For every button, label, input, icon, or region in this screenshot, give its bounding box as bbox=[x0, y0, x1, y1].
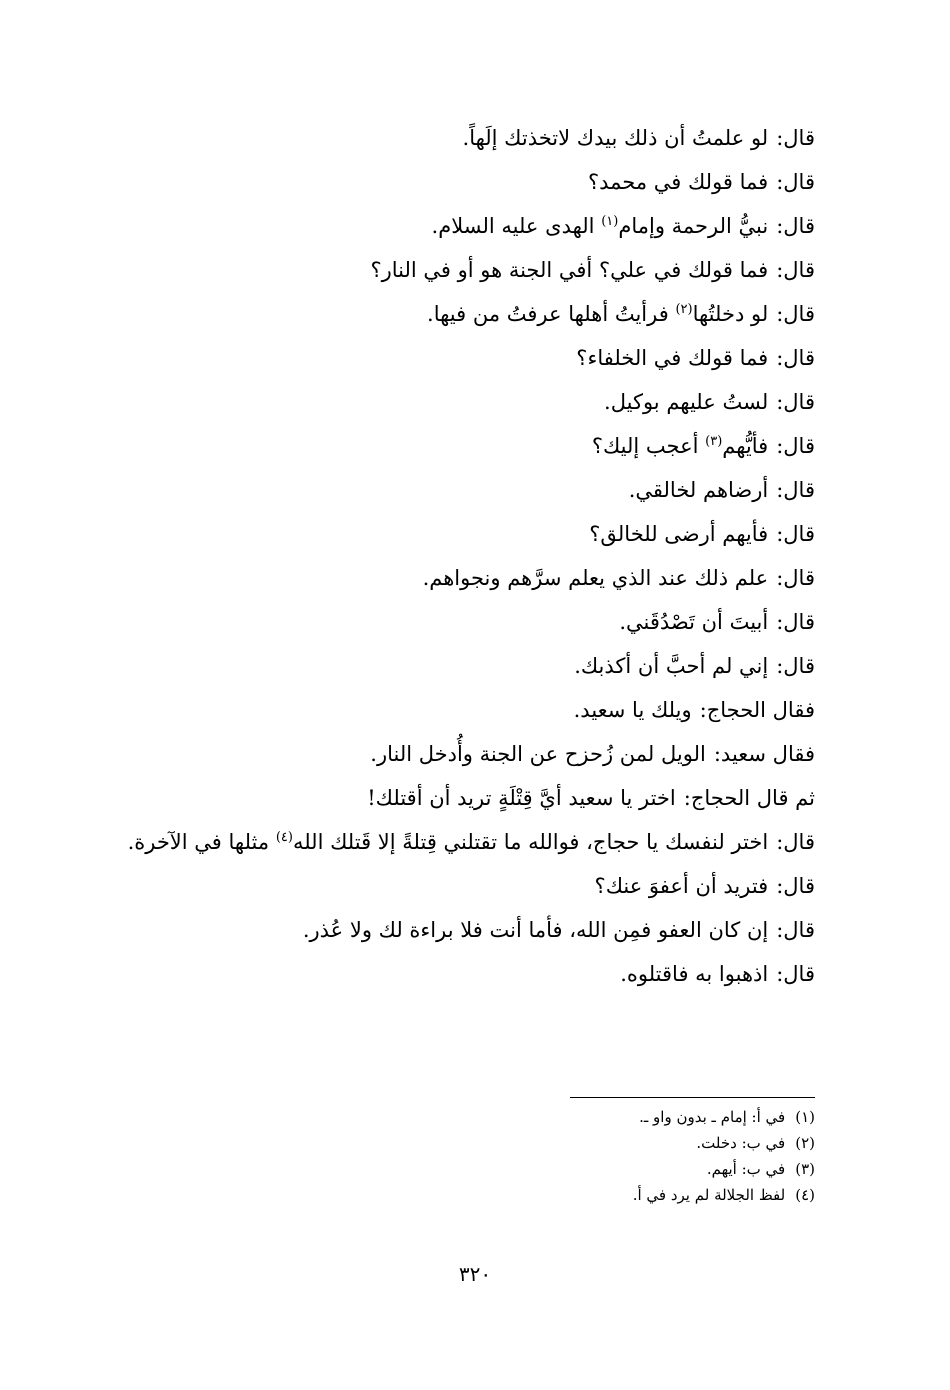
dialogue-line bbox=[85, 204, 815, 248]
footnote-text: لفظ الجلالة لم يرد في أ. bbox=[632, 1186, 786, 1204]
footnote-number: (٣) bbox=[795, 1160, 815, 1178]
line-text: إني لم أحبَّ أن أكذبك. bbox=[574, 654, 769, 678]
speaker-label: قال: bbox=[776, 522, 815, 546]
dialogue-line bbox=[85, 160, 815, 204]
line-text: أرضاهم لخالقي. bbox=[628, 478, 769, 502]
line-text: فما قولك في علي؟ أفي الجنة هو أو في النار؟ bbox=[370, 258, 769, 282]
footnote bbox=[395, 1182, 815, 1208]
line-text: فما قولك في محمد؟ bbox=[587, 170, 769, 194]
footnote-reference: (٢) bbox=[675, 302, 693, 317]
speaker-label: قال: bbox=[776, 478, 815, 502]
dialogue-line bbox=[85, 468, 815, 512]
dialogue-text bbox=[85, 116, 815, 996]
footnote-text: في ب: دخلت. bbox=[696, 1134, 786, 1152]
line-text: فرأيتُ أهلها عرفتُ من فيها. bbox=[427, 302, 669, 326]
dialogue-line bbox=[85, 864, 815, 908]
footnote-reference: (١) bbox=[601, 214, 619, 229]
speaker-label: قال: bbox=[776, 258, 815, 282]
dialogue-line bbox=[85, 952, 815, 996]
dialogue-line bbox=[85, 600, 815, 644]
speaker-label: قال: bbox=[776, 874, 815, 898]
speaker-label: فقال سعيد: bbox=[713, 742, 815, 766]
dialogue-line bbox=[85, 116, 815, 160]
line-text: لستُ عليهم بوكيل. bbox=[604, 390, 769, 414]
speaker-label: قال: bbox=[776, 918, 815, 942]
line-text: اختر لنفسك يا حجاج، فوالله ما تقتلني قِتلةً إلا قَتلك الله bbox=[292, 830, 769, 854]
page-number: ٣٢٠ bbox=[458, 1262, 492, 1286]
speaker-label: قال: bbox=[776, 214, 815, 238]
line-text: أعجب إليك؟ bbox=[591, 434, 699, 458]
line-text: فتريد أن أعفوَ عنك؟ bbox=[594, 874, 769, 898]
footnote-divider bbox=[570, 1097, 815, 1098]
dialogue-line bbox=[85, 336, 815, 380]
dialogue-line bbox=[85, 732, 815, 776]
footnote bbox=[395, 1130, 815, 1156]
line-text: اختر يا سعيد أيَّ قِتْلَةٍ تريد أن أقتلك! bbox=[367, 786, 676, 810]
speaker-label: قال: bbox=[776, 654, 815, 678]
line-text: علم ذلك عند الذي يعلم سرَّهم ونجواهم. bbox=[422, 566, 769, 590]
dialogue-line bbox=[85, 688, 815, 732]
footnote-number: (٤) bbox=[795, 1186, 815, 1204]
footnote-text: في أ: إمام ـ بدون واو ـ. bbox=[639, 1108, 786, 1126]
line-text: الهدى عليه السلام. bbox=[431, 214, 595, 238]
speaker-label: قال: bbox=[776, 346, 815, 370]
speaker-label: قال: bbox=[776, 170, 815, 194]
footnotes bbox=[395, 1104, 815, 1208]
line-text: اذهبوا به فاقتلوه. bbox=[620, 962, 769, 986]
dialogue-line bbox=[85, 820, 815, 864]
footnote-reference: (٣) bbox=[705, 434, 723, 449]
line-text: لو علمتُ أن ذلك بيدك لاتخذتك إلَهاً. bbox=[462, 126, 769, 150]
dialogue-line bbox=[85, 424, 815, 468]
speaker-label: قال: bbox=[776, 434, 815, 458]
line-text: فما قولك في الخلفاء؟ bbox=[576, 346, 769, 370]
line-text: لو دخلتُها bbox=[692, 302, 769, 326]
dialogue-line bbox=[85, 776, 815, 820]
line-text: إن كان العفو فمِن الله، فأما أنت فلا براءة لك ولا عُذر. bbox=[302, 918, 769, 942]
speaker-label: قال: bbox=[776, 390, 815, 414]
line-text: فأيهم أرضى للخالق؟ bbox=[589, 522, 769, 546]
footnote-number: (٢) bbox=[795, 1134, 815, 1152]
dialogue-line bbox=[85, 556, 815, 600]
line-text: مثلها في الآخرة. bbox=[127, 830, 270, 854]
line-text: الويل لمن زُحزح عن الجنة وأُدخل النار. bbox=[370, 742, 706, 766]
speaker-label: فقال الحجاج: bbox=[699, 698, 815, 722]
footnote bbox=[395, 1156, 815, 1182]
footnote-number: (١) bbox=[795, 1108, 815, 1126]
footnote bbox=[395, 1104, 815, 1130]
footnote-reference: (٤) bbox=[275, 830, 293, 845]
speaker-label: قال: bbox=[776, 126, 815, 150]
speaker-label: قال: bbox=[776, 962, 815, 986]
dialogue-line bbox=[85, 380, 815, 424]
footnote-text: في ب: أيهم. bbox=[706, 1160, 786, 1178]
speaker-label: قال: bbox=[776, 610, 815, 634]
dialogue-line bbox=[85, 292, 815, 336]
line-text: فأيُّهم bbox=[722, 434, 769, 458]
dialogue-line bbox=[85, 644, 815, 688]
dialogue-line bbox=[85, 248, 815, 292]
line-text: نبيُّ الرحمة وإمام bbox=[618, 214, 769, 238]
speaker-label: قال: bbox=[776, 566, 815, 590]
speaker-label: ثم قال الحجاج: bbox=[683, 786, 815, 810]
speaker-label: قال: bbox=[776, 302, 815, 326]
speaker-label: قال: bbox=[776, 830, 815, 854]
dialogue-line bbox=[85, 908, 815, 952]
line-text: أبيتَ أن تَصْدُقَني. bbox=[619, 610, 769, 634]
line-text: ويلك يا سعيد. bbox=[573, 698, 692, 722]
dialogue-line bbox=[85, 512, 815, 556]
